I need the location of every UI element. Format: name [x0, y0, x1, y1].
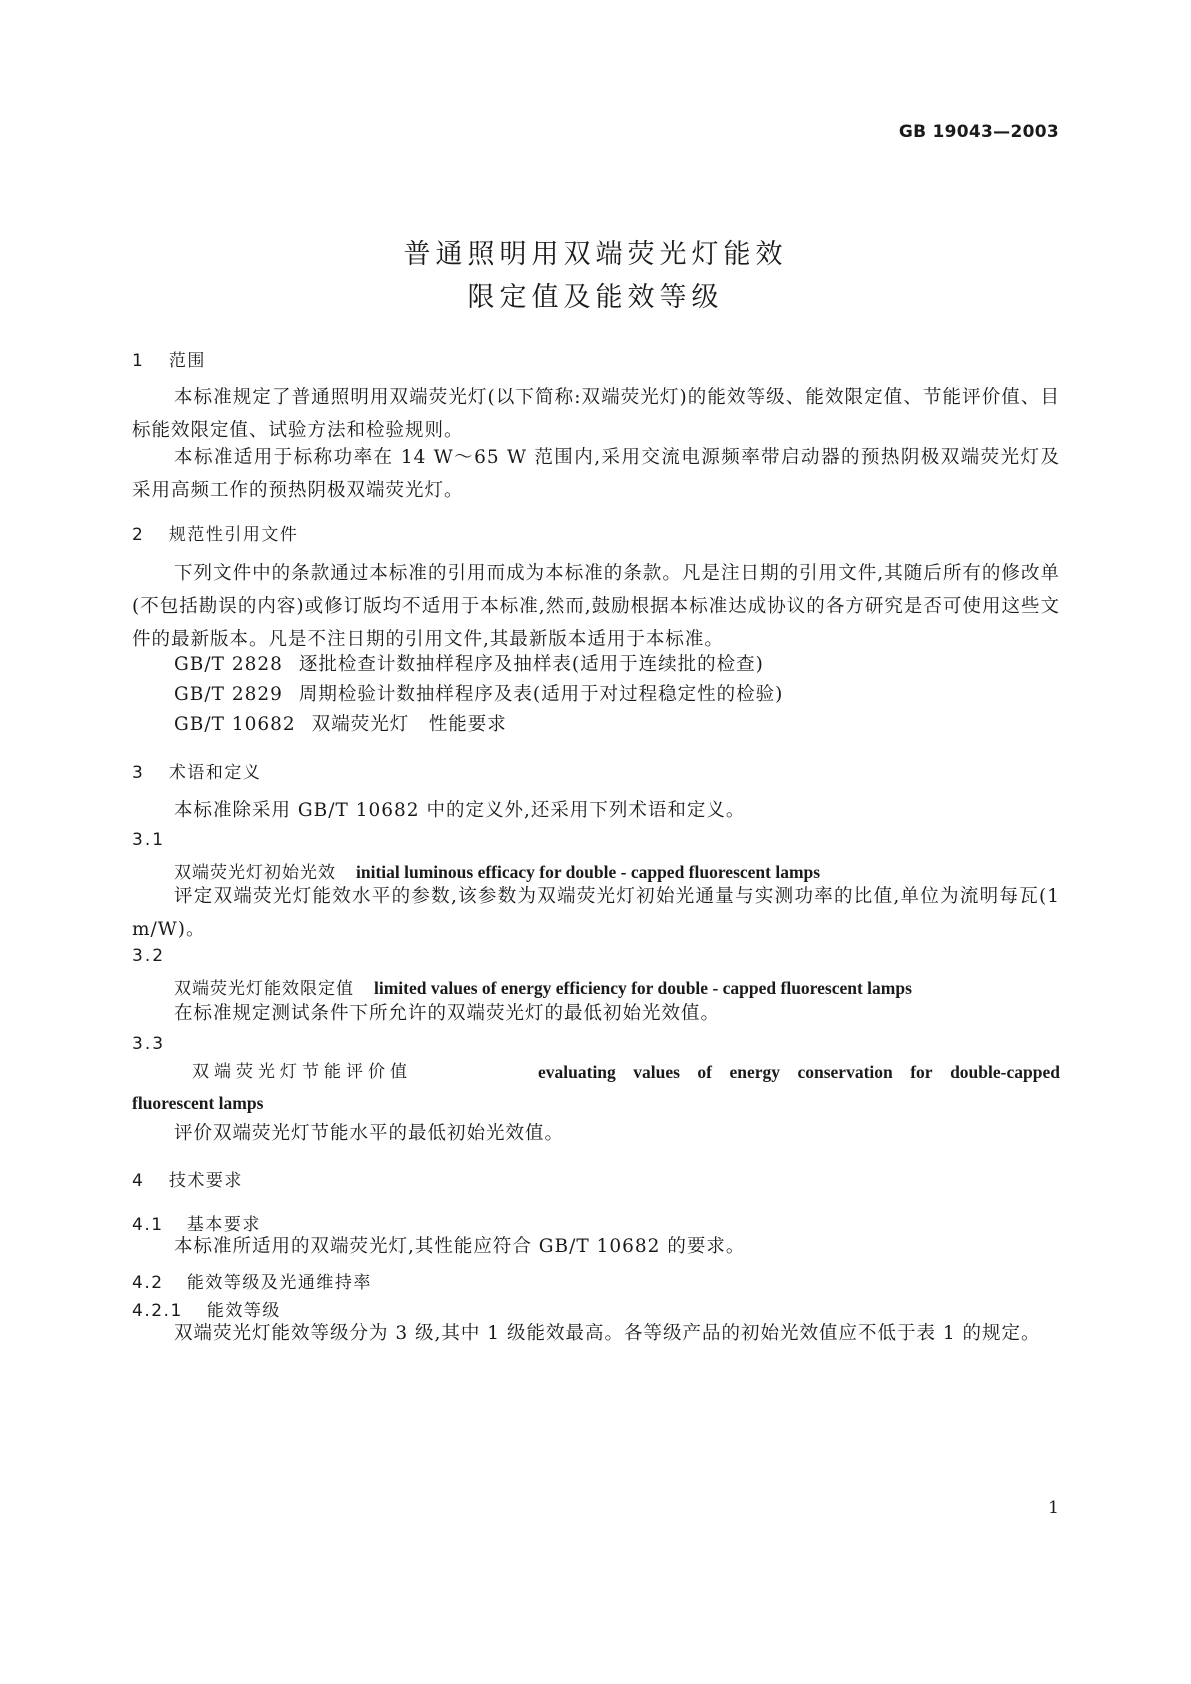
section-title: 技术要求 — [168, 1171, 243, 1191]
term-word: energy — [729, 1062, 781, 1082]
normative-reference — [174, 710, 507, 736]
section-3-paragraph-1: 本标准除采用 GB/T 10682 中的定义外,还采用下列术语和定义。 — [174, 800, 746, 821]
section-title: 范围 — [168, 351, 206, 371]
term-english-continued: fluorescent lamps — [132, 1093, 264, 1113]
reference-title: 周期检验计数抽样程序及表(适用于对过程稳定性的检验) — [298, 684, 784, 705]
reference-code: GB/T 2829 — [174, 684, 283, 705]
reference-code: GB/T 2828 — [174, 654, 283, 675]
section-number: 4 — [132, 1171, 145, 1191]
term-word: double-capped — [950, 1062, 1060, 1082]
reference-title: 双端荧光灯 性能要求 — [311, 714, 507, 735]
section-number: 1 — [132, 351, 145, 371]
clause-number: 3.3 — [132, 1034, 166, 1054]
reference-code: GB/T 10682 — [174, 714, 296, 735]
term-entry — [132, 1057, 1060, 1119]
section-number: 2 — [132, 525, 145, 545]
term-line — [132, 1057, 1060, 1088]
term-entry — [174, 974, 912, 999]
section-1-paragraph-1: 本标准规定了普通照明用双端荧光灯(以下简称:双端荧光灯)的能效等级、能效限定值、节能评价值、目标能效限定值、试验方法和检验规则。 — [132, 387, 1060, 441]
term-english: limited values of energy efficiency for double - capped fluorescent lamps — [374, 978, 912, 998]
standard-code: GB 19043—2003 — [898, 122, 1059, 142]
section-1-paragraph-2: 本标准适用于标称功率在 14 W～65 W 范围内,采用交流电源频率带启动器的预热阴极双端荧光灯及采用高频工作的预热阴极双端荧光灯。 — [132, 447, 1060, 501]
section-title: 术语和定义 — [168, 763, 262, 783]
section-number: 4.2.1 — [132, 1301, 183, 1321]
term-word: values — [633, 1062, 680, 1082]
term-chinese: 双端荧光灯节能评价值 — [192, 1062, 412, 1082]
section-2-heading — [132, 520, 298, 545]
section-title: 能效等级及光通维持率 — [186, 1273, 372, 1293]
section-number: 4.1 — [132, 1215, 164, 1235]
section-number: 4.2 — [132, 1273, 164, 1293]
subsection-4-2-1-paragraph: 双端荧光灯能效等级分为 3 级,其中 1 级能效最高。各等级产品的初始光效值应不低于表 1 的规定。 — [174, 1323, 1041, 1344]
clause-number: 3.1 — [132, 830, 166, 850]
term-definition: 在标准规定测试条件下所允许的双端荧光灯的最低初始光效值。 — [174, 1003, 721, 1024]
document-title-line2: 限定值及能效等级 — [467, 282, 724, 313]
term-word: evaluating — [538, 1062, 616, 1082]
clause-number: 3.2 — [132, 946, 166, 966]
section-title: 基本要求 — [186, 1215, 261, 1235]
section-number: 3 — [132, 763, 145, 783]
section-3-heading — [132, 758, 261, 783]
term-english: initial luminous efficacy for double - capped fluorescent lamps — [356, 862, 821, 882]
subsection-4-2-heading — [132, 1268, 372, 1293]
term-word: for — [910, 1062, 933, 1082]
term-chinese: 双端荧光灯初始光效 — [174, 863, 336, 883]
term-definition: 评定双端荧光灯能效水平的参数,该参数为双端荧光灯初始光通量与实测功率的比值,单位为流明每瓦(1 m/W)。 — [132, 886, 1060, 940]
term-chinese: 双端荧光灯能效限定值 — [174, 979, 354, 999]
term-word: conservation — [797, 1062, 893, 1082]
normative-reference — [174, 650, 764, 676]
section-title: 规范性引用文件 — [168, 525, 299, 545]
subsection-4-1-paragraph: 本标准所适用的双端荧光灯,其性能应符合 GB/T 10682 的要求。 — [174, 1236, 746, 1257]
section-title: 能效等级 — [206, 1301, 281, 1321]
normative-reference — [174, 680, 783, 706]
document-title-line1: 普通照明用双端荧光灯能效 — [403, 239, 788, 270]
term-definition: 评价双端荧光灯节能水平的最低初始光效值。 — [174, 1123, 565, 1144]
section-4-heading — [132, 1166, 243, 1191]
section-1-heading — [132, 346, 206, 371]
term-english — [538, 1057, 1060, 1088]
section-2-paragraph-1: 下列文件中的条款通过本标准的引用而成为本标准的条款。凡是注日期的引用文件,其随后所有的修改单(不包括勘误的内容)或修订版均不适用于本标准,然而,鼓励根据本标准达成协议的各方研究是否可使用这些文件的最新版本。凡是不注日期的引用文件,其最新版本适用于本标准。 — [132, 563, 1060, 650]
page-number: 1 — [1048, 1498, 1059, 1518]
term-word: of — [697, 1062, 712, 1082]
reference-title: 逐批检查计数抽样程序及抽样表(适用于连续批的检查) — [298, 654, 764, 675]
